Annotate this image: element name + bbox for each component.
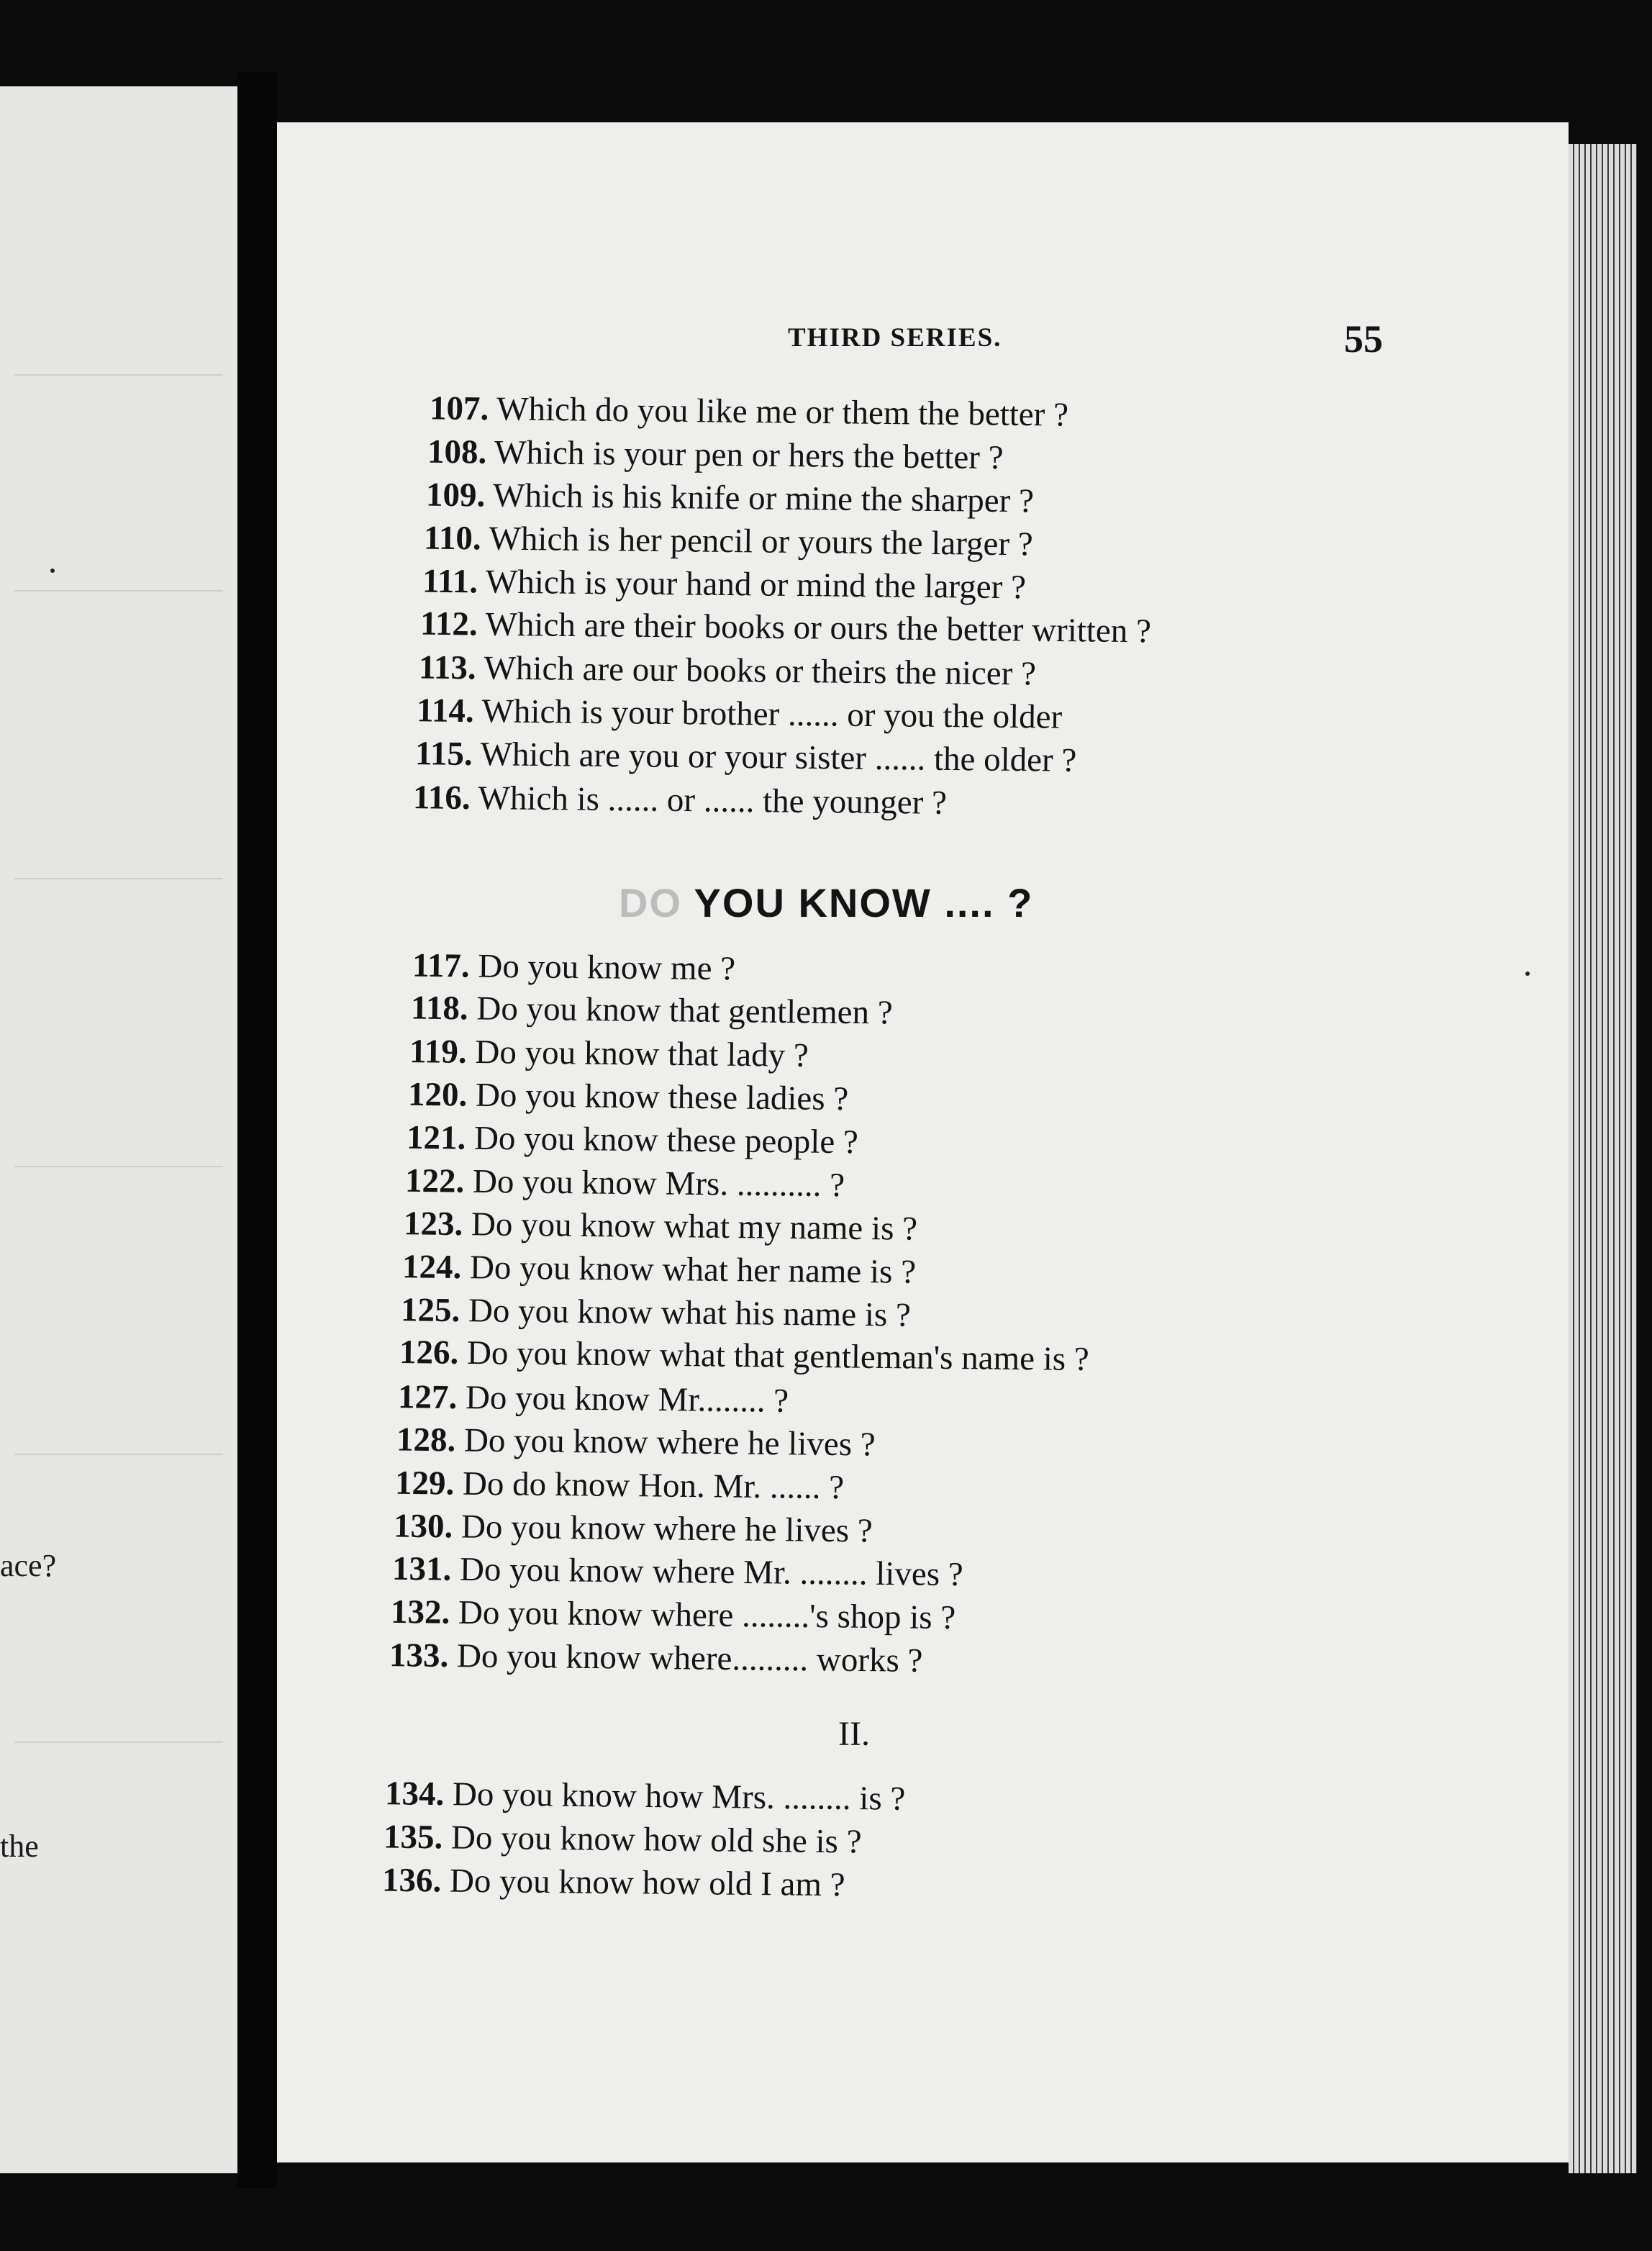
question-text: Do you know these people ?	[473, 1119, 859, 1161]
question-number: 130.	[393, 1507, 453, 1546]
question-number: 111.	[422, 562, 478, 601]
page-number: 55	[1344, 317, 1383, 361]
question-number: 126.	[399, 1333, 459, 1372]
question-text: Do you know where ........'s shop is ?	[458, 1593, 956, 1637]
left-page-fragment: ace?	[0, 1548, 57, 1583]
question-text: Which is your pen or hers the better ?	[494, 433, 1004, 477]
question-line	[405, 1161, 845, 1205]
question-text: Do you know how Mrs. ........ is ?	[452, 1775, 906, 1818]
question-line	[401, 1290, 911, 1335]
question-number: 123.	[403, 1205, 463, 1244]
section-heading-faded: DO	[619, 880, 682, 925]
question-line	[394, 1506, 873, 1552]
question-line	[430, 388, 1069, 435]
question-line	[408, 1074, 849, 1119]
question-text: Do you know me ?	[478, 947, 736, 988]
question-text: Do you know where he lives ?	[463, 1421, 876, 1464]
question-text: Do you know Mrs. .......... ?	[472, 1162, 845, 1205]
question-text: Which is his knife or mine the sharper ?	[492, 476, 1035, 520]
question-text: Do you know what his name is ?	[468, 1292, 912, 1334]
question-line	[398, 1377, 789, 1421]
question-line	[389, 1635, 923, 1681]
question-number: 122.	[404, 1161, 465, 1200]
left-page-fragment: the	[0, 1829, 39, 1864]
question-text: Do you know where he lives ?	[460, 1508, 873, 1550]
question-text: Do you know Mr........ ?	[465, 1379, 789, 1420]
question-number: 108.	[427, 432, 487, 471]
question-text: Which do you like me or them the better ?	[496, 390, 1069, 434]
question-text: Do do know Hon. Mr. ...... ?	[462, 1464, 845, 1507]
question-text: Do you know how old I am ?	[449, 1862, 845, 1904]
question-line	[424, 518, 1033, 565]
question-number: 107.	[429, 389, 489, 428]
question-line	[396, 1420, 876, 1465]
question-text: Do you know that lady ?	[475, 1033, 809, 1074]
question-line	[417, 690, 1063, 737]
question-number: 128.	[396, 1421, 456, 1459]
question-number: 129.	[394, 1464, 455, 1503]
question-line	[415, 733, 1077, 781]
question-text: Which is your hand or mind the larger ?	[485, 563, 1027, 607]
question-number: 120.	[407, 1075, 468, 1114]
question-line	[395, 1463, 845, 1508]
question-number: 113.	[418, 648, 476, 687]
running-head: THIRD SERIES.	[788, 323, 1002, 353]
question-number: 121.	[406, 1118, 466, 1157]
question-number: 119.	[409, 1033, 467, 1071]
question-number: 127.	[397, 1378, 458, 1417]
question-number: 135.	[383, 1818, 443, 1857]
question-text: Which are you or your sister ...... the older ?	[480, 735, 1077, 779]
question-text: Do you know these ladies ?	[475, 1076, 849, 1118]
section-heading-main: YOU KNOW .... ?	[694, 880, 1034, 925]
question-line	[422, 561, 1026, 608]
question-line	[407, 1118, 858, 1163]
page-edges	[1569, 144, 1637, 2173]
question-text: Which is your brother ...... or you the older	[481, 692, 1063, 736]
question-number: 131.	[391, 1549, 452, 1588]
question-line	[384, 1817, 862, 1862]
question-text: Which is ...... or ...... the younger ?	[478, 779, 948, 822]
question-line	[382, 1860, 845, 1906]
question-text: Do you know where Mr. ........ lives ?	[459, 1550, 963, 1594]
question-number: 115.	[414, 735, 473, 774]
question-number: 133.	[389, 1636, 449, 1675]
print-speck	[1525, 971, 1530, 976]
question-line	[402, 1246, 917, 1292]
question-line	[392, 1549, 963, 1595]
subsection-heading: II.	[838, 1715, 870, 1753]
section-heading	[619, 879, 1033, 926]
question-text: Which is her pencil or yours the larger ?	[489, 520, 1033, 563]
question-number: 114.	[416, 692, 474, 730]
question-line	[412, 946, 736, 989]
question-number: 117.	[412, 946, 470, 985]
question-text: Do you know where......... works ?	[456, 1637, 923, 1680]
question-line	[399, 1332, 1089, 1380]
question-number: 109.	[425, 476, 486, 515]
question-line	[420, 604, 1151, 652]
question-number: 110.	[423, 519, 481, 558]
question-line	[426, 475, 1034, 522]
book-gutter	[237, 72, 277, 2188]
question-number: 125.	[400, 1291, 460, 1330]
question-number: 132.	[390, 1593, 450, 1631]
left-page	[0, 86, 237, 2173]
question-text: Do you know that gentlemen ?	[476, 989, 893, 1032]
question-text: Do you know how old she is ?	[450, 1819, 862, 1861]
question-number: 118.	[410, 989, 468, 1028]
question-number: 116.	[412, 779, 471, 817]
question-line	[391, 1592, 956, 1638]
print-speck	[50, 569, 55, 573]
question-text: Which are our books or theirs the nicer ?	[484, 649, 1037, 693]
question-number: 124.	[401, 1248, 462, 1287]
question-line	[404, 1203, 918, 1249]
question-line	[411, 987, 893, 1033]
question-line	[427, 432, 1004, 478]
question-text: Do you know what that gentleman's name is ?	[466, 1333, 1089, 1379]
question-text: Do you know what my name is ?	[471, 1205, 918, 1248]
question-line	[413, 777, 947, 823]
question-text: Which are their books or ours the better written ?	[485, 605, 1152, 651]
question-number: 134.	[384, 1775, 445, 1813]
question-number: 112.	[419, 604, 478, 643]
question-line	[409, 1031, 809, 1076]
question-text: Do you know what her name is ?	[469, 1249, 917, 1291]
question-line	[419, 648, 1037, 694]
question-number: 136.	[381, 1861, 442, 1900]
question-line	[385, 1773, 906, 1819]
